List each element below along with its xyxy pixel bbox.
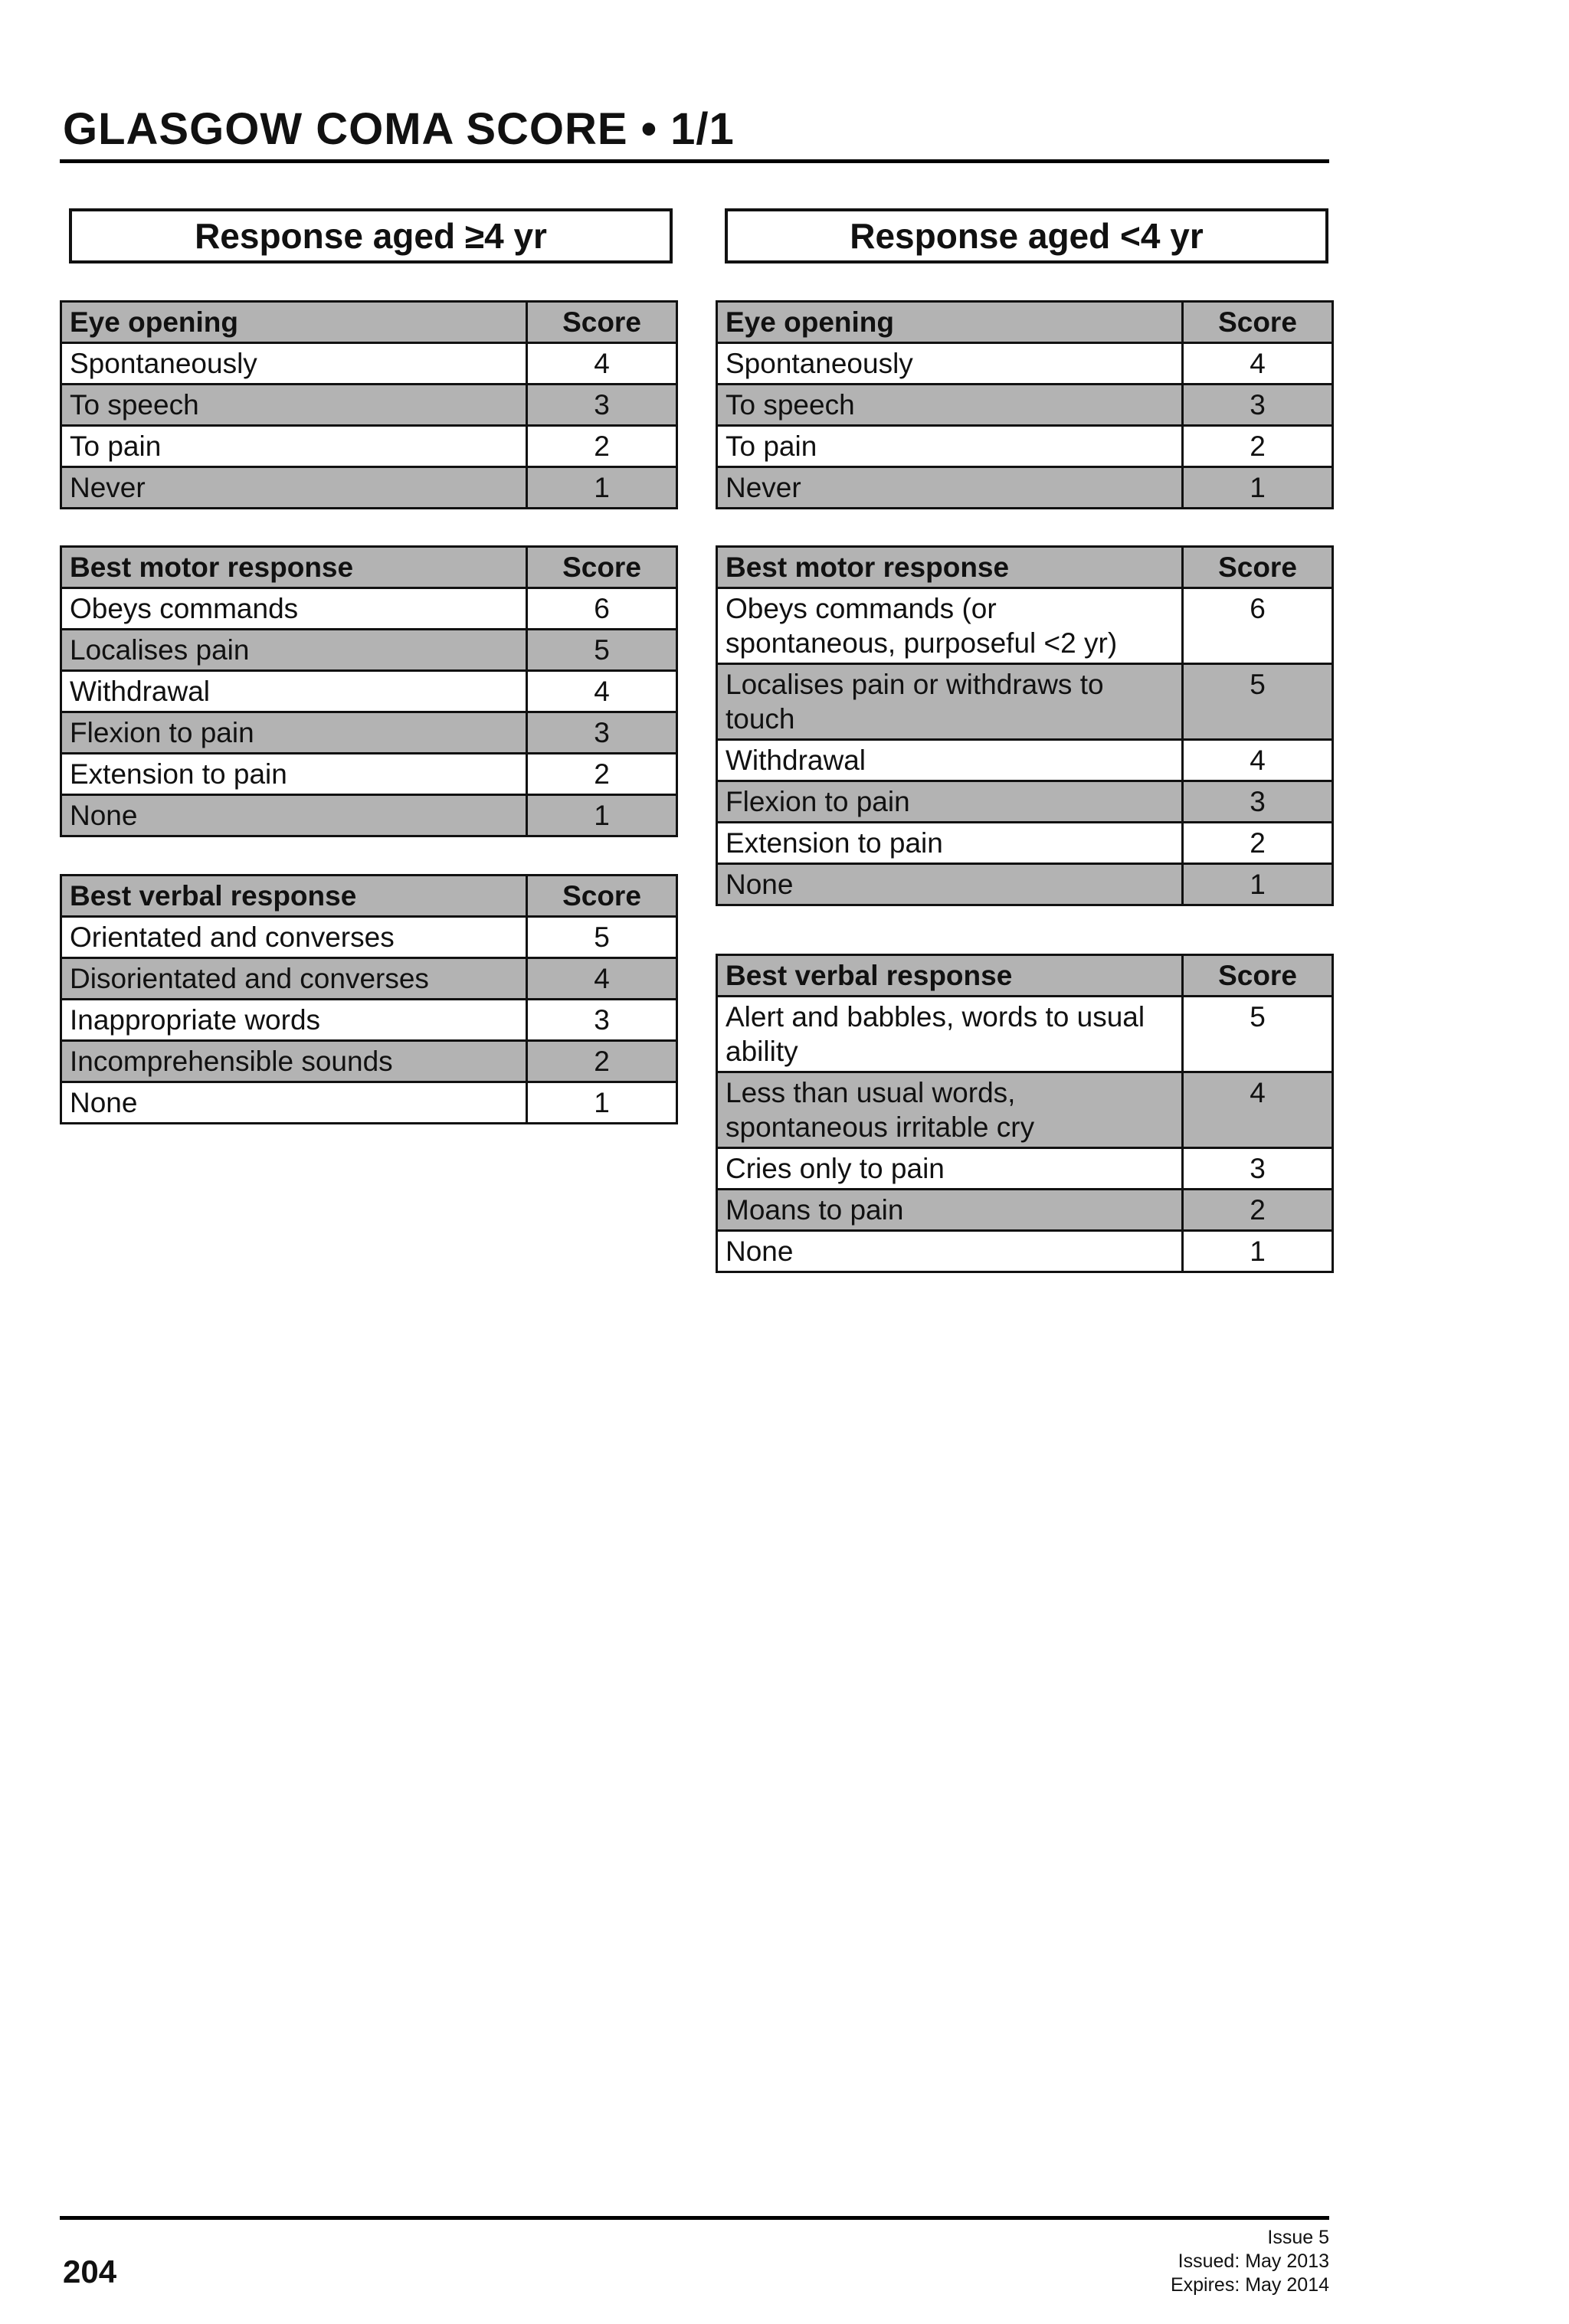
score-value: 3 [527, 1000, 677, 1041]
response-label: Localises pain [61, 630, 527, 671]
response-label: Obeys commands [61, 588, 527, 630]
table-row [717, 823, 1333, 864]
score-value: 5 [527, 917, 677, 958]
score-value: 4 [527, 343, 677, 385]
response-label: Cries only to pain [717, 1148, 1183, 1190]
table-row [61, 343, 677, 385]
table-row [61, 385, 677, 426]
response-label: Moans to pain [717, 1190, 1183, 1231]
score-value: 4 [527, 671, 677, 712]
response-label: To speech [717, 385, 1183, 426]
response-label: To pain [61, 426, 527, 467]
score-heading: Score [1183, 955, 1333, 997]
table-row [717, 588, 1333, 664]
table-row [61, 917, 677, 958]
table-row [61, 1000, 677, 1041]
score-value: 4 [1183, 1072, 1333, 1148]
table-row [717, 1190, 1333, 1231]
response-label: None [61, 795, 527, 836]
right-column-header: Response aged <4 yr [725, 208, 1328, 263]
score-value: 4 [1183, 343, 1333, 385]
table-row [717, 467, 1333, 509]
response-label: Inappropriate words [61, 1000, 527, 1041]
score-value: 5 [1183, 997, 1333, 1072]
table-row [61, 1041, 677, 1082]
response-label: Spontaneously [717, 343, 1183, 385]
score-value: 1 [527, 467, 677, 509]
response-label: Less than usual words, spontaneous irritable cry [717, 1072, 1183, 1148]
table-row [61, 795, 677, 836]
table-row [717, 385, 1333, 426]
score-heading: Score [1183, 302, 1333, 343]
response-label: Extension to pain [61, 754, 527, 795]
title-rule [60, 159, 1329, 163]
left-column-header: Response aged ≥4 yr [69, 208, 673, 263]
score-value: 5 [1183, 664, 1333, 740]
score-heading: Score [527, 302, 677, 343]
response-label: Alert and babbles, words to usual ability [717, 997, 1183, 1072]
score-value: 2 [527, 1041, 677, 1082]
issue-info [1171, 2226, 1329, 2297]
table-heading: Best motor response [717, 547, 1183, 588]
table-heading: Best verbal response [717, 955, 1183, 997]
issued-date: Issued: May 2013 [1178, 2250, 1329, 2272]
table-row [61, 712, 677, 754]
score-value: 3 [527, 712, 677, 754]
table-header-row [717, 547, 1333, 588]
table-header-row [61, 876, 677, 917]
table-row [61, 754, 677, 795]
response-label: Orientated and converses [61, 917, 527, 958]
score-value: 2 [1183, 1190, 1333, 1231]
response-label: None [61, 1082, 527, 1124]
table-row [61, 467, 677, 509]
table-row [61, 426, 677, 467]
table-heading: Best motor response [61, 547, 527, 588]
response-label: To speech [61, 385, 527, 426]
right-eye-opening-table [716, 300, 1334, 509]
expiry-date: Expires: May 2014 [1170, 2274, 1329, 2296]
score-value: 2 [1183, 823, 1333, 864]
table-row [717, 1148, 1333, 1190]
table-row [61, 1082, 677, 1124]
table-header-row [717, 302, 1333, 343]
table-row [61, 958, 677, 1000]
issue-number: Issue 5 [1267, 2227, 1329, 2248]
score-value: 4 [1183, 740, 1333, 781]
score-value: 6 [1183, 588, 1333, 664]
score-value: 1 [527, 795, 677, 836]
score-heading: Score [527, 547, 677, 588]
response-label: Spontaneously [61, 343, 527, 385]
score-value: 3 [1183, 1148, 1333, 1190]
response-label: Extension to pain [717, 823, 1183, 864]
table-row [717, 864, 1333, 905]
table-row [717, 664, 1333, 740]
response-label: None [717, 1231, 1183, 1272]
score-value: 6 [527, 588, 677, 630]
score-value: 4 [527, 958, 677, 1000]
page-number: 204 [63, 2254, 117, 2290]
response-label: To pain [717, 426, 1183, 467]
table-row [61, 630, 677, 671]
response-label: Never [61, 467, 527, 509]
score-value: 3 [527, 385, 677, 426]
score-value: 3 [1183, 385, 1333, 426]
table-row [717, 343, 1333, 385]
page-title: GLASGOW COMA SCORE • 1/1 [63, 104, 735, 154]
score-value: 3 [1183, 781, 1333, 823]
table-row [717, 740, 1333, 781]
left-verbal-response-table [60, 874, 678, 1124]
table-heading: Best verbal response [61, 876, 527, 917]
table-heading: Eye opening [61, 302, 527, 343]
right-verbal-response-table [716, 954, 1334, 1273]
table-row [61, 588, 677, 630]
table-row [717, 997, 1333, 1072]
score-value: 2 [527, 426, 677, 467]
table-row [717, 1072, 1333, 1148]
score-value: 5 [527, 630, 677, 671]
score-value: 1 [527, 1082, 677, 1124]
left-eye-opening-table [60, 300, 678, 509]
score-value: 2 [1183, 426, 1333, 467]
table-row [717, 1231, 1333, 1272]
left-motor-response-table [60, 545, 678, 837]
score-value: 1 [1183, 1231, 1333, 1272]
response-label: Obeys commands (or spontaneous, purposeful <2 yr) [717, 588, 1183, 664]
response-label: Flexion to pain [717, 781, 1183, 823]
response-label: Flexion to pain [61, 712, 527, 754]
response-label: Withdrawal [717, 740, 1183, 781]
response-label: Disorientated and converses [61, 958, 527, 1000]
table-header-row [61, 302, 677, 343]
table-heading: Eye opening [717, 302, 1183, 343]
footer-rule [60, 2216, 1329, 2220]
table-header-row [717, 955, 1333, 997]
table-row [717, 426, 1333, 467]
right-motor-response-table [716, 545, 1334, 906]
response-label: Localises pain or withdraws to touch [717, 664, 1183, 740]
response-label: Never [717, 467, 1183, 509]
score-value: 1 [1183, 467, 1333, 509]
score-value: 2 [527, 754, 677, 795]
response-label: None [717, 864, 1183, 905]
score-value: 1 [1183, 864, 1333, 905]
table-row [717, 781, 1333, 823]
response-label: Incomprehensible sounds [61, 1041, 527, 1082]
score-heading: Score [527, 876, 677, 917]
response-label: Withdrawal [61, 671, 527, 712]
table-header-row [61, 547, 677, 588]
score-heading: Score [1183, 547, 1333, 588]
table-row [61, 671, 677, 712]
